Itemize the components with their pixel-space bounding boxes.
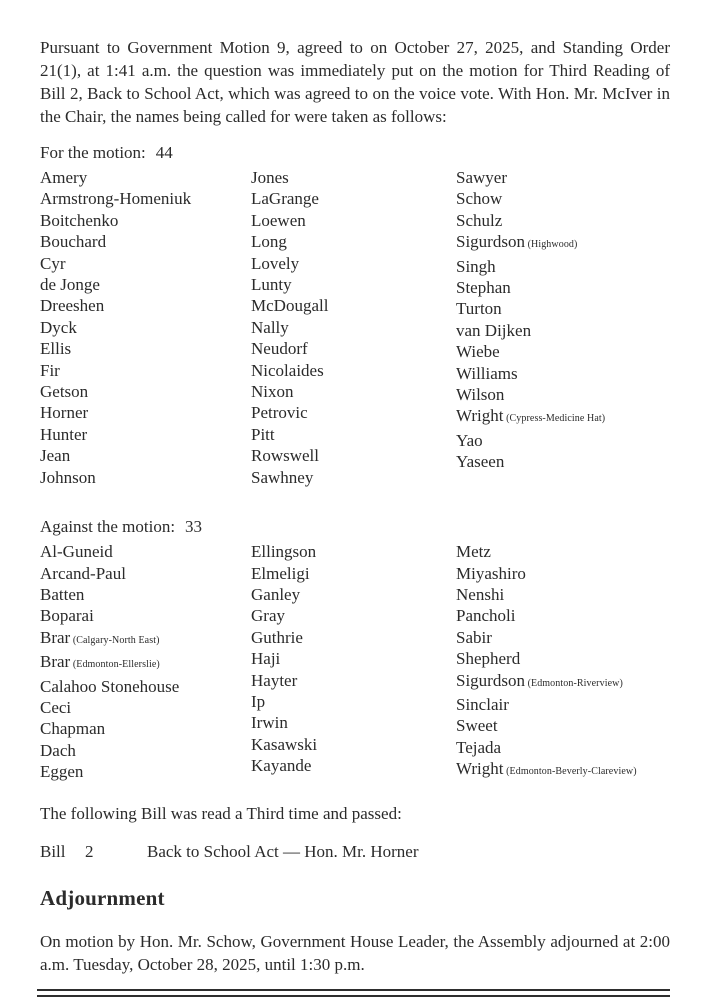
bill-title: Back to School Act — Hon. Mr. Horner: [147, 841, 419, 861]
member-name: Lovely: [251, 253, 300, 273]
member-name: Kayande: [251, 756, 312, 776]
member-name: van Dijken: [456, 320, 532, 340]
member-name: Calahoo Stonehouse: [40, 676, 180, 696]
member-constituency: (Edmonton-Riverview): [524, 677, 623, 689]
against-motion-heading: [40, 515, 670, 538]
member-constituency: (Highwood): [524, 239, 578, 251]
member-name: Ellis: [40, 339, 72, 359]
member-name: Ceci: [40, 697, 72, 717]
member-name: Pitt: [251, 424, 275, 444]
member-name: Tejada: [456, 737, 502, 757]
member-name: Amery: [40, 168, 88, 187]
member-name: LaGrange: [251, 189, 319, 209]
member-name: Neudorf: [251, 339, 308, 359]
end-of-document-rule: [37, 989, 670, 997]
member-constituency: (Edmonton-Ellerslie): [70, 659, 160, 671]
member-name: Schow: [456, 189, 503, 209]
member-name: Long: [251, 232, 287, 252]
member-name: Boitchenko: [40, 210, 119, 230]
intro-paragraph: Pursuant to Government Motion 9, agreed to on October 27, 2025, and Standing Order 21(1), at 1:41 a.m. the question was immediately put on the motion for Third Reading of Bill 2, Back to School Act, which was agreed to on the voice vote. With Hon. Mr. McIver in the Chair, the names being called for were taken as follows:: [40, 38, 670, 126]
member-name: Chapman: [40, 719, 106, 739]
against-motion-list: [40, 541, 670, 782]
member-name: Boparai: [40, 606, 94, 626]
member-constituency: (Edmonton-Beverly-Clareview): [503, 766, 637, 778]
against-motion-count: 33: [185, 517, 203, 537]
bill-number: 2: [85, 841, 94, 861]
member-name: Pancholi: [456, 606, 516, 626]
member-name: Haji: [251, 649, 281, 669]
member-name: Gray: [251, 606, 285, 626]
member-name: Loewen: [251, 210, 306, 230]
for-motion-count: 44: [155, 143, 173, 162]
member-name: Nenshi: [456, 584, 505, 604]
member-name: Nicolaides: [251, 360, 324, 380]
member-name: Metz: [456, 542, 491, 562]
member-name: Sawyer: [456, 168, 507, 187]
member-name: Ip: [251, 691, 266, 711]
member-name: Williams: [456, 363, 518, 383]
member-name: Fir: [40, 360, 60, 380]
member-name: Brar (Edmonton-Ellerslie): [40, 652, 160, 672]
member-name: Irwin: [251, 713, 288, 733]
member-name: Wilson: [456, 385, 505, 405]
member-name: Sweet: [456, 716, 498, 736]
member-name: Armstrong-Homeniuk: [40, 189, 192, 209]
member-name: Lunty: [251, 275, 292, 295]
member-name: Nixon: [251, 382, 294, 402]
against-motion-label: Against the motion:: [40, 517, 176, 537]
against-motion-column-1: [40, 541, 251, 782]
against-motion-column-2: [251, 541, 456, 782]
member-name: Hunter: [40, 424, 88, 444]
member-name: Arcand-Paul: [40, 563, 126, 583]
member-name: Wright (Cypress-Medicine Hat): [456, 406, 606, 426]
member-name: Nally: [251, 317, 289, 337]
for-motion-column-2: [251, 167, 456, 488]
member-name: Jean: [40, 446, 71, 466]
member-name: Al-Guneid: [40, 542, 113, 562]
member-name: Hayter: [251, 670, 298, 690]
member-name: Johnson: [40, 467, 96, 487]
member-name: Sinclair: [456, 694, 509, 714]
member-name: Horner: [40, 403, 89, 423]
against-motion-column-3: [456, 541, 670, 782]
for-motion-column-1: [40, 167, 251, 488]
bill-entry: [40, 840, 670, 863]
member-constituency: (Cypress-Medicine Hat): [503, 413, 606, 425]
member-name: Singh: [456, 256, 496, 276]
for-motion-label: For the motion:: [40, 143, 146, 162]
member-name: Turton: [456, 299, 502, 319]
member-name: Shepherd: [456, 649, 521, 669]
member-name: Dyck: [40, 317, 77, 337]
adjournment-heading: Adjournment: [40, 885, 165, 910]
adjournment-paragraph: On motion by Hon. Mr. Schow, Government House Leader, the Assembly adjourned at 2:00 a.m. Tuesday, October 28, 2025, until 1:30 p.m.: [40, 931, 670, 974]
member-name: Sabir: [456, 627, 492, 647]
member-name: Ellingson: [251, 542, 317, 562]
member-name: Elmeligi: [251, 563, 310, 583]
member-name: Jones: [251, 168, 289, 187]
member-name: Getson: [40, 382, 89, 402]
member-name: Wright (Edmonton-Beverly-Clareview): [456, 759, 637, 779]
member-name: Dreeshen: [40, 296, 105, 316]
member-name: Petrovic: [251, 403, 308, 423]
for-motion-column-3: [456, 167, 670, 488]
member-name: Ganley: [251, 584, 301, 604]
member-name: Cyr: [40, 253, 66, 273]
for-motion-heading: [40, 141, 670, 164]
member-name: Sigurdson (Edmonton-Riverview): [456, 670, 623, 690]
member-name: Schulz: [456, 210, 503, 230]
member-name: McDougall: [251, 296, 329, 316]
for-motion-list: [40, 167, 670, 488]
member-name: Wiebe: [456, 342, 500, 362]
member-name: Sigurdson (Highwood): [456, 232, 578, 252]
member-name: Brar (Calgary-North East): [40, 627, 160, 647]
member-name: Kasawski: [251, 734, 318, 754]
member-name: Miyashiro: [456, 563, 526, 583]
member-name: Yao: [456, 430, 483, 450]
member-name: Sawhney: [251, 467, 314, 487]
member-name: Dach: [40, 740, 76, 760]
member-name: Guthrie: [251, 627, 303, 647]
member-constituency: (Calgary-North East): [70, 634, 160, 646]
member-name: Yaseen: [456, 452, 505, 472]
member-name: Rowswell: [251, 446, 319, 466]
member-name: de Jonge: [40, 275, 100, 295]
member-name: Batten: [40, 584, 85, 604]
bill-word: Bill: [40, 841, 66, 861]
member-name: Stephan: [456, 278, 511, 298]
bill-passed-intro: The following Bill was read a Third time and passed:: [40, 803, 402, 823]
member-name: Bouchard: [40, 232, 107, 252]
member-name: Eggen: [40, 762, 84, 782]
